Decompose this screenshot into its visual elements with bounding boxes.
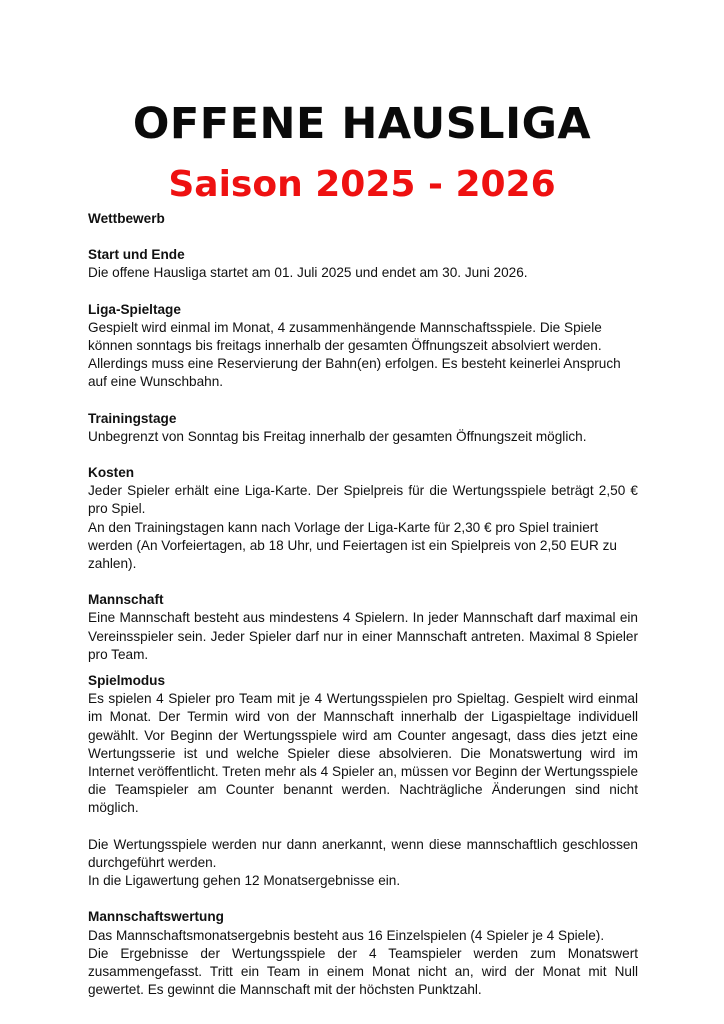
section-heading-spielmodus: Spielmodus: [88, 673, 166, 689]
section-heading-liga: Liga-Spieltage: [88, 301, 181, 317]
page-subtitle: Saison 2025 - 2026: [168, 164, 556, 205]
section-heading-training: Trainingstage: [88, 410, 177, 426]
section-heading-kosten: Kosten: [88, 465, 135, 481]
section-text-liga: Gespielt wird einmal im Monat, 4 zusammenhängende Mannschaftsspiele. Die Spiele können sonntags bis freitags innerhalb der gesamten Öffnungszeit absolviert werden. Allerdings muss eine Reservierung der Bahn(en) erfolgen. Es besteht keinerlei Anspruch auf eine Wunschbahn.: [88, 319, 621, 390]
document-body: [88, 210, 638, 999]
section-text-spielmodus-1: Es spielen 4 Spieler pro Team mit je 4 Wertungsspielen pro Spieltag. Gespielt wird einmal im Monat. Der Termin wird von der Mannschaft innerhalb der Ligaspieltage individuell gewählt. Vor Beginn der Wertungsspiele wird am Counter angesagt, dass dies jetzt eine Wertungsserie ist und welche Spieler diese absolvieren. Die Monatswertung wird im Internet veröffentlicht. Treten mehr als 4 Spieler an, müssen vor Beginn der Wertungsspiele die Teamspieler am Counter benannt werden. Nachträgliche Änderungen sind nicht möglich.: [88, 691, 638, 816]
section-text-start: Die offene Hausliga startet am 01. Juli 2025 und endet am 30. Juni 2026.: [88, 265, 528, 281]
section-text-kosten-1: Jeder Spieler erhält eine Liga-Karte. Der Spielpreis für die Wertungsspiele beträgt 2,50 € pro Spiel.: [88, 483, 638, 517]
section-text-training: Unbegrenzt von Sonntag bis Freitag innerhalb der gesamten Öffnungszeit möglich.: [88, 428, 587, 444]
section-heading-wertung: Mannschaftswertung: [88, 909, 224, 925]
section-heading-start: Start und Ende: [88, 247, 185, 263]
section-text-spielmodus-3: In die Ligawertung gehen 12 Monatsergebnisse ein.: [88, 873, 401, 889]
section-text-wertung-2: Die Ergebnisse der Wertungsspiele der 4 Teamspieler werden zum Monatswert zusammengefasst. Tritt ein Team in einem Monat nicht an, wird der Monat mit Null gewertet. Es gewinnt die Mannschaft mit der höchsten Punktzahl.: [88, 945, 638, 998]
section-heading-mannschaft: Mannschaft: [88, 592, 164, 608]
section-text-wertung-1: Das Mannschaftsmonatsergebnis besteht aus 16 Einzelspielen (4 Spieler je 4 Spiele).: [88, 927, 605, 943]
section-text-spielmodus-2: Die Wertungsspiele werden nur dann anerkannt, wenn diese mannschaftlich geschlossen durchgeführt werden.: [88, 836, 638, 870]
page-title: OFFENE HAUSLIGA: [132, 99, 592, 149]
section-heading-wettbewerb: Wettbewerb: [88, 211, 165, 226]
section-text-kosten-2: An den Trainingstagen kann nach Vorlage der Liga-Karte für 2,30 € pro Spiel trainiert werden (An Vorfeiertagen, ab 18 Uhr, und Feiertagen ist ein Spielpreis von 2,50 EUR zu zahlen).: [88, 519, 617, 572]
section-text-mannschaft: Eine Mannschaft besteht aus mindestens 4 Spielern. In jeder Mannschaft darf maximal ein Vereinsspieler sein. Jeder Spieler darf nur in einer Mannschaft antreten. Maximal 8 Spieler pro Team.: [88, 610, 638, 662]
